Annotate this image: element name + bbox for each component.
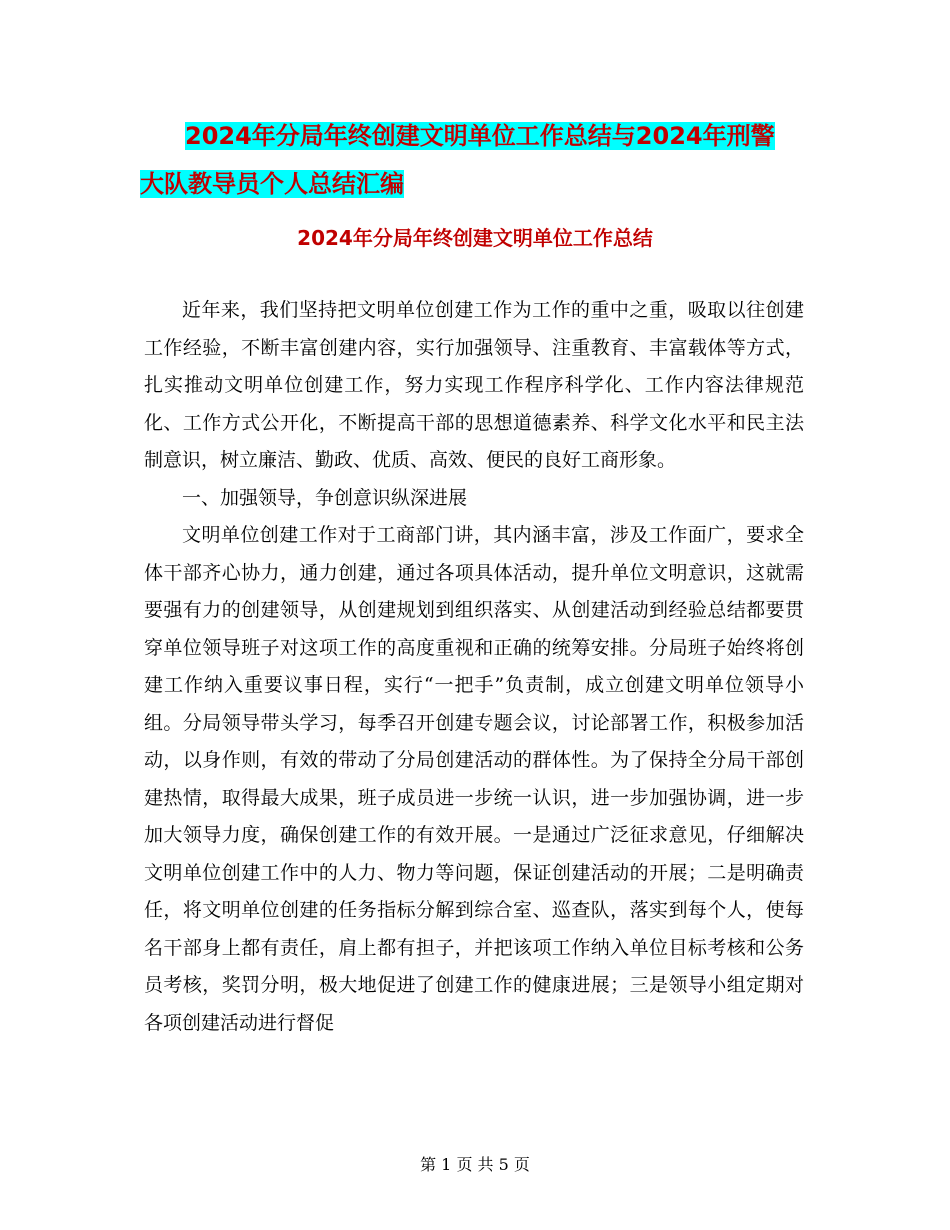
section-title: 2024年分局年终创建文明单位工作总结 xyxy=(297,226,653,250)
paragraph-heading-1: 一、加强领导，争创意识纵深进展 xyxy=(182,486,468,509)
title-line-1-text: 2024年分局年终创建文明单位工作总结与2024年刑警 xyxy=(185,122,775,150)
document-title xyxy=(140,112,860,208)
body-text xyxy=(144,292,804,1042)
page-footer: 第 1 页 共 5 页 xyxy=(420,1155,530,1174)
paragraph-body-1: 文明单位创建工作对于工商部门讲，其内涵丰富，涉及工作面广，要求全体干部齐心协力，通力创建，通过各项具体活动，提升单位文明意识，这就需要强有力的创建领导，从创建规划到组织落实、从创建活动到经验总结都要贯穿单位领导班子对这项工作的高度重视和正确的统筹安排。分局班子始终将创建工作纳入重要议事日程，实行“一把手”负责制，成立创建文明单位领导小组。分局领导带头学习，每季召开创建专题会议，讨论部署工作，积极参加活动，以身作则，有效的带动了分局创建活动的群体性。为了保持全分局干部创建热情，取得最大成果，班子成员进一步统一认识，进一步加强协调，进一步加大领导力度，确保创建工作的有效开展。一是通过广泛征求意见，仔细解决文明单位创建工作中的人力、物力等问题，保证创建活动的开展；二是明确责任，将文明单位创建的任务指标分解到综合室、巡查队，落实到每个人，使每名干部身上都有责任，肩上都有担子，并把该项工作纳入单位目标考核和公务员考核，奖罚分明，极大地促进了创建工作的健康进展；三是领导小组定期对各项创建活动进行督促 xyxy=(144,524,804,1034)
title-line-2-text: 大队教导员个人总结汇编 xyxy=(140,170,404,198)
paragraph-intro: 近年来，我们坚持把文明单位创建工作为工作的重中之重，吸取以往创建工作经验，不断丰富创建内容，实行加强领导、注重教育、丰富载体等方式，扎实推动文明单位创建工作，努力实现工作程序科学化、工作内容法律规范化、工作方式公开化，不断提高干部的思想道德素养、科学文化水平和民主法制意识，树立廉洁、勤政、优质、高效、便民的良好工商形象。 xyxy=(144,299,804,471)
title-line-1 xyxy=(140,112,860,160)
title-line-2 xyxy=(140,160,860,208)
